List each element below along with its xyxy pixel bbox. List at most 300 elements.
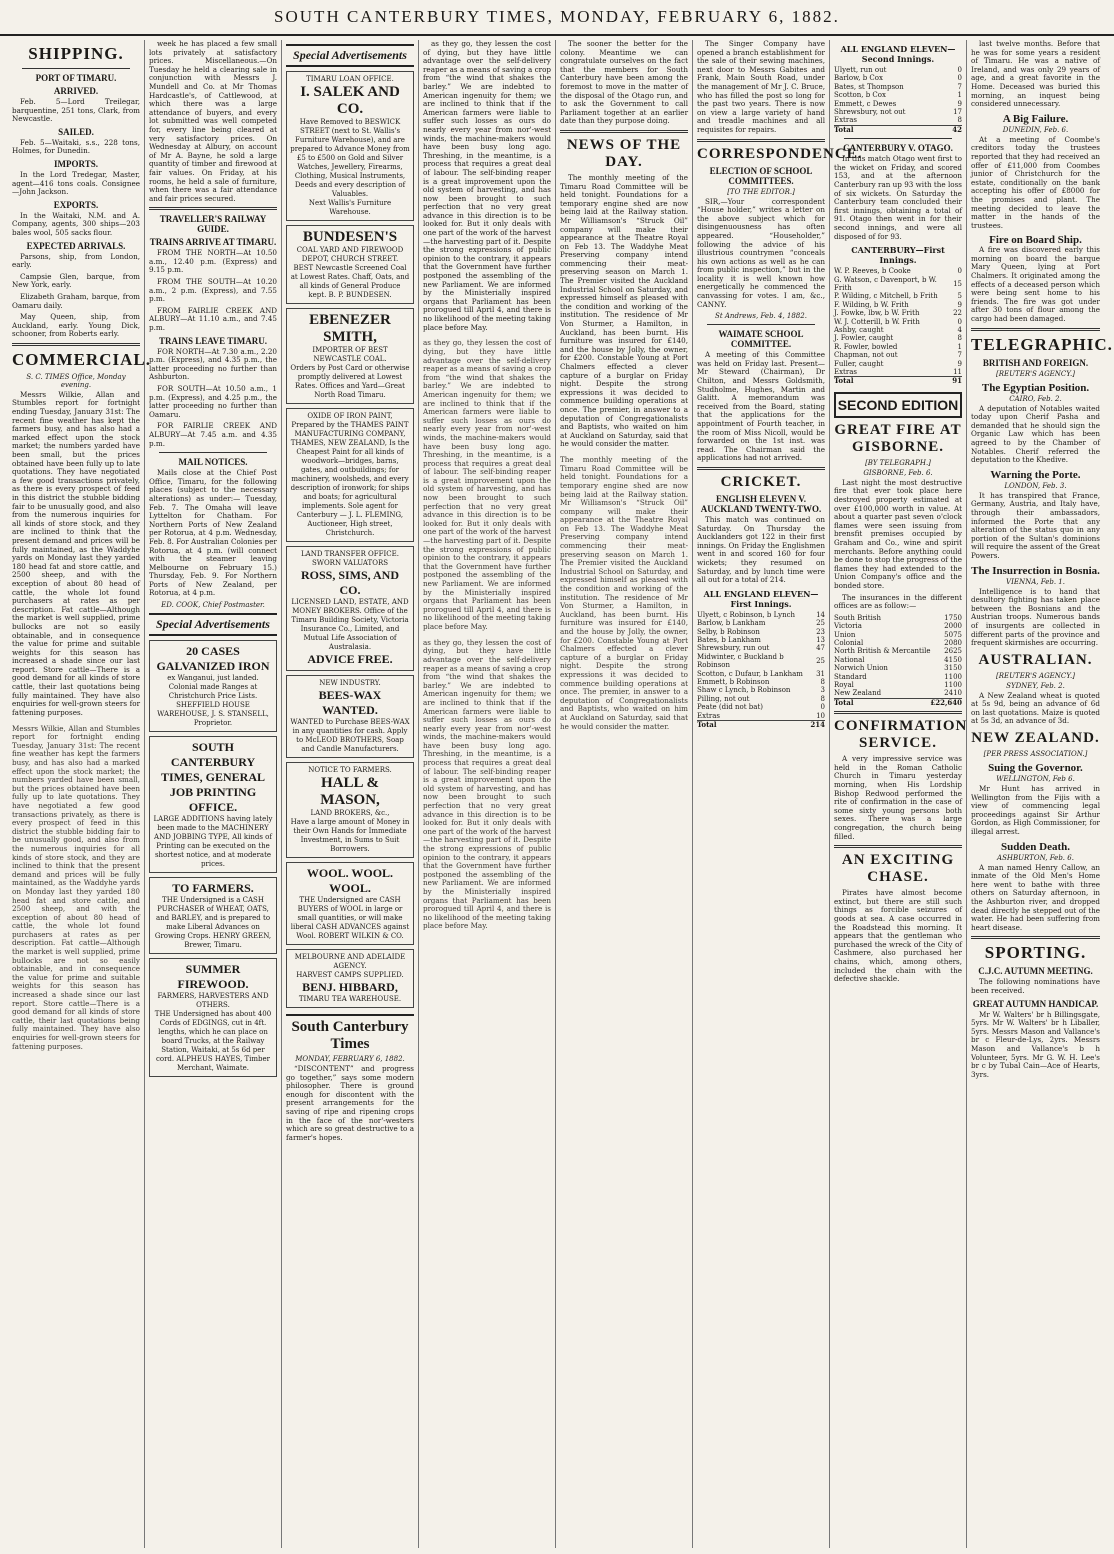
- batsman-name: Ulyett, c Robinson, b Lynch: [697, 610, 796, 619]
- column-3: [282, 40, 419, 1548]
- scorecard-row: [834, 351, 962, 359]
- batsman-name: Bates, b Lankham: [697, 635, 761, 644]
- failure-heading: A Big Failure.: [1002, 112, 1069, 125]
- insurance-row: [834, 673, 962, 681]
- imports-label: IMPORTS.: [54, 158, 98, 169]
- column-7: [830, 40, 967, 1548]
- hall-mason-subtitle: LAND BROKERS, &c.,: [310, 809, 390, 817]
- leader-ending: The sooner the better for the colony. Meantime we can congratulate ourselves on the fact that the members for South Canterbury have been among the foremost to move in the matter of the disposal of the Otago run, and to ask the Government to call Parliament together at an earlier date than they purpose doing.: [560, 39, 688, 126]
- train-entry: FROM THE SOUTH—At 10.20 a.m., 2 p.m. (Express), and 7.55 p.m.: [149, 277, 277, 304]
- insurance-office: Colonial: [834, 639, 864, 647]
- telegraphic-heading: TELEGRAPHIC.: [971, 334, 1113, 354]
- notice-farmers-label: NOTICE TO FARMERS.: [308, 766, 392, 774]
- total-label: Total: [834, 125, 944, 134]
- scorecard-row: [697, 644, 825, 652]
- batsman-name: Pilling, not out: [697, 694, 750, 703]
- press-association-label: [PER PRESS ASSOCIATION.]: [983, 750, 1088, 759]
- news-body-continued: The monthly meeting of the Timaru Road Committee will be held tonight. Foundations for a temporary engine shed are now being laid at the Railway station. Mr Williamson's “Struck Oil” company will make their appearance at the Theatre Royal on Feb 13. The Waddyhe Meat Preserving company intend commencing their meat-preserving season on March 1. The Premier visited the Auckland Industrial School on Saturday, and expressed himself as pleased with the condition and working of the institution. The residence of Mr Von Sturmer, a Hamilton, in Auckland, has been burnt. His furniture was insured for £140, and the house by Jolly, the owner, for £200. Constable Young at Port Chalmers effected a clever capture of a burglar on Friday night. Despite the strong expressions it was decided to commence building operations at once. The premier, in answer to a deputation of Congregationalists and Baptists, who waited on him at Auckland on Saturday, said that he would consider the matter.: [560, 455, 688, 731]
- batsman-runs: 8: [957, 116, 962, 125]
- hall-mason-body: Have a large amount of Money in their Own Hands for Immediate Investment, in Sums to Suit Borrowers.: [290, 818, 410, 853]
- scorecard-row: [834, 83, 962, 91]
- batsman-name: Emmett, b Robinson: [697, 677, 770, 686]
- insurance-row: [834, 622, 962, 630]
- insurance-row: [834, 639, 962, 647]
- insurance-amount: 4150: [944, 655, 962, 664]
- scorecard-row: [834, 108, 962, 116]
- bundesen-advertisement: [286, 225, 414, 304]
- batsman-name: Bates, st Thompson: [834, 82, 904, 91]
- batsman-runs: 25: [816, 619, 825, 628]
- failure-dateline: DUNEDIN, Feb. 6.: [1002, 125, 1069, 134]
- market-report: week he has placed a few small lots privately at satisfactory prices. Miscellaneous.—On Tuesday he held a clearing sale in conjunction with Messrs J. Mundell and Co. at Mr Thomas Hardcastle's, of Cattlewood, at which there was a large attendance of buyers, and every lot submitted was well competed for, every line being cleared at very satisfactory prices. On Wednesday at Albury, on account of Mr A. Bayne, he sold a large quantity of timber and firewood at fair values. On Friday, at his rooms, he held a sale of furniture, when there was a fair attendance and fair prices secured.: [149, 39, 277, 203]
- batsman-name: Extras: [697, 711, 720, 720]
- scorecard-row: [834, 326, 962, 334]
- suing-heading: Suing the Governor.: [988, 762, 1083, 775]
- beeswax-advertisement: [286, 675, 414, 758]
- batsman-runs: 1: [957, 342, 962, 351]
- batsman-runs: 7: [957, 82, 962, 91]
- ross-advertisement: [286, 546, 414, 671]
- correspondence-body: SIR,—Your correspondent “House holder,” writes a letter on the above subject which for disingenuousness has often appeared. “Householder,” following the advice of his illustrious countrymen “conceals his own actions as well as he can from public inspection,” but in the locality it is well known how energetically he commenced the canvassing for votes. I am, &c., CANNY.: [697, 196, 825, 309]
- obituary-body: last twelve months. Before that he was for some years a resident of Timaru. He was a native of Ireland, and was only 29 years of age, and a great favorite in the Home. Deceased was buried this morning, an inquest being considered unnecessary.: [971, 39, 1100, 109]
- death-dateline: ASHBURTON, Feb. 6.: [997, 853, 1074, 862]
- leader-body: as they go, they lessen the cost of dying, but they have little advantage over the self-delivery reaper as a means of saving a crop from “the wind that shakes the barley.” We are indebted to American ingenuity for them; we are inclined to think that if the American farmers were liable to suffer such losses as ours do nearly every year from nor'-west winds, the machine-makers would have been busy long ago. Threshing, in the meantime, is a process that requires a great deal of labour. The self-binding reaper is a great improvement upon the old system of harvesting, and has now been brought to such perfection that no very great advance in this direction is to be looked for. But it only deals with one part of the work of the harvest—the harvesting part of it. Despite the strong expressions of public opinion to the contrary, it appears that the Government have further postponed the assembling of the new Parliament. We are informed by the Ministerially inspired organs that Parliament has been prorogued till April 4, and there is no likelihood of the meeting taking place before May.: [423, 39, 551, 332]
- cricket-heading: CRICKET.: [720, 473, 802, 490]
- arrived-label: ARRIVED.: [53, 86, 99, 96]
- batsman-runs: 8: [957, 334, 962, 343]
- batsman-runs: 13: [816, 635, 825, 644]
- trains-arrive-heading: TRAINS ARRIVE AT TIMARU.: [149, 237, 277, 248]
- advice-free-label: ADVICE FREE.: [307, 652, 393, 666]
- australian-heading: AUSTRALIAN.: [978, 651, 1093, 668]
- british-foreign-heading: BRITISH AND FOREIGN.: [982, 357, 1089, 368]
- waimate-heading: WAIMATE SCHOOL COMMITTEE.: [718, 329, 804, 350]
- death-body: A man named Henry Callow, an inmate of the Old Men's Home here went to bathe with three others on Saturday afternoon, in the Ashburton river, and dropped dead directly he stepped out of the water. He had been suffering from heart disease.: [971, 862, 1100, 932]
- insurance-office: New Zealand: [834, 689, 882, 698]
- special-ads-banner: Special Advertisements: [149, 613, 277, 636]
- scorecard-row: [697, 653, 825, 670]
- beeswax-title: BEES-WAX WANTED.: [318, 688, 382, 717]
- insurance-office: Standard: [834, 672, 867, 681]
- batsman-name: Midwinter, c Buckland b Robinson: [697, 652, 784, 670]
- commercial-dateline: S. C. TIMES Office, Monday evening.: [26, 372, 126, 389]
- warning-dateline: LONDON, Feb. 3.: [1004, 481, 1067, 490]
- column-2: [145, 40, 282, 1548]
- bundesen-subtitle: COAL YARD AND FIREWOOD DEPOT, CHURCH STREET.: [296, 246, 404, 263]
- bosnia-heading: The Insurrection in Bosnia.: [971, 564, 1100, 577]
- insurance-row: [834, 664, 962, 672]
- port-heading: PORT OF TIMARU.: [35, 73, 117, 83]
- batsman-name: Chapman, not out: [834, 351, 898, 360]
- batsman-runs: 8: [820, 677, 825, 686]
- batsman-runs: 47: [816, 644, 825, 653]
- cjc-body: The following nominations have been received.: [971, 977, 1100, 995]
- batsman-name: Shrewsbury, run out: [697, 644, 770, 653]
- insurance-office: Victoria: [834, 622, 862, 631]
- train-entry: FROM FAIRLIE CREEK AND ALBURY—At 11.10 a.m., and 7.45 p.m.: [149, 305, 277, 333]
- scorecard-row: [834, 66, 962, 74]
- scorecard-heading: CANTERBURY—First Innings.: [851, 245, 945, 266]
- batsman-name: R. Fowler, bowled: [834, 342, 898, 351]
- column-5: [556, 40, 693, 1548]
- firewood-ad-subtitle: FARMERS, HARVESTERS AND OTHERS.: [157, 992, 269, 1010]
- batsman-runs: 4: [957, 326, 962, 335]
- scorecard-row: [834, 116, 962, 125]
- reuters-label: [REUTER'S AGENCY.]: [996, 369, 1075, 378]
- australian-reuters: [REUTER'S AGENCY.]: [996, 671, 1075, 680]
- scorecard-row: [697, 678, 825, 686]
- correspondence-heading: CORRESPONDENCE.: [697, 145, 863, 162]
- batsman-name: Extras: [834, 116, 857, 125]
- insurance-amount: 2625: [944, 647, 962, 656]
- cricket-subheading: ENGLISH ELEVEN V. AUCKLAND TWENTY-TWO.: [700, 493, 822, 514]
- batsman-name: Ashby, caught: [834, 326, 884, 335]
- batsman-name: Scotton, b Cox: [834, 91, 886, 100]
- egypt-body: A deputation of Notables waited today upon Cherif Pasha and demanded that he should sign the Organic Law which has been agreed to by the Chamber of Notables. Cherif referred the deputation to the Khedive.: [971, 403, 1100, 465]
- scorecard-table: [834, 66, 962, 134]
- batsman-runs: 11: [953, 368, 962, 377]
- sailed-label: SAILED.: [58, 126, 94, 137]
- wool-advertisement: [286, 862, 414, 945]
- insurance-amount: 1100: [944, 672, 962, 681]
- batsman-runs: 25: [816, 656, 825, 665]
- scorecard-row: [697, 703, 825, 711]
- insurance-amount: 2410: [944, 689, 962, 698]
- scorecard-row: [834, 276, 962, 293]
- paint-advertisement: [286, 408, 414, 542]
- batsman-name: F. Wilding, b W. Frith: [834, 300, 909, 309]
- leader-body-continued: as they go, they lessen the cost of dying, but they have little advantage over the self-delivery reaper as a means of saving a crop from “the wind that shakes the barley.” We are indebted to American ingenuity for them; we are inclined to think that if the American farmers were liable to suffer such losses as ours do nearly every year from nor'-west winds, the machine-makers would have been busy long ago. Threshing, in the meantime, is a process that requires a great deal of labour. The self-binding reaper is a great improvement upon the old system of harvesting, and has now been brought to such perfection that no very great advance in this direction is to be looked for. But it only deals with one part of the work of the harvest—the harvesting part of it. Despite the strong expressions of public opinion to the contrary, it appears that the Government have further postponed the assembling of the new Parliament. We are informed by the Ministerially inspired organs that Parliament has been prorogued till April 4, and there is no likelihood of the meeting taking place before May.: [423, 637, 551, 931]
- fire-body: Last night the most destructive fire that ever took place here destroyed property estimated at over £100,000 worth in value. At about a quarter past seven o'clock flames were seen issuing from brensfit premises occupied by Graham and Co., wine and spirit merchants. Before anything could be done to stop the progress of the flames they had extended to the Union Company's office and the bonded store.: [834, 477, 962, 590]
- sailed-entry: Feb. 5—Waitaki, s.s., 228 tons, Holmes, for Dunedin.: [12, 137, 140, 156]
- australian-body: A New Zealand wheat is quoted at 5s 9d, being an advance of 6d on last quotations. Maize is quoted at 5s 3d, an advance of 3d.: [971, 690, 1100, 726]
- confirmation-body: A very impressive service was held in the Roman Catholic Church in Timaru yesterday morning, when His Lordship Bishop Redwood performed the rite of confirmation in the case of some sixty young persons both sexes. There was a large congregation, the church being filled.: [834, 754, 962, 841]
- column-8: [967, 39, 1113, 1548]
- batsman-name: P. Wilding, c Mitchell, b Frith: [834, 292, 938, 301]
- batsman-runs: 15: [953, 279, 962, 288]
- train-entry: FOR SOUTH—At 10.50 a.m., 1 p.m. (Express), and 4.25 p.m., the latter proceeding no further than Oamaru.: [149, 384, 277, 419]
- batsman-name: W. P. Reeves, b Cooke: [834, 267, 911, 276]
- batsman-runs: 10: [816, 711, 825, 720]
- ebenezer-subtitle: IMPORTER OF BEST NEWCASTLE COAL.: [312, 346, 388, 363]
- total-value: 214: [807, 721, 825, 730]
- batsman-name: Shrewsbury, not out: [834, 108, 906, 117]
- scorecard-total-row: [834, 125, 962, 134]
- commercial-body-continued: Messrs Wilkie, Allan and Stumbles report for fortnight ending Tuesday, January 31st: The recent fine weather has kept the farmers busy, and has also had a marked effect upon the stock market; the numbers yarded have been small, but the prices obtained have been fully up to late quotations. They have negotiated a few good transactions privately, as there is every prospect of feed in this district the stubble bidding fair to be unusually good, and also from the numerous inquiries for all kinds of store stock, and they are inclined to think that the present demand and prices will be fully maintained, as the Waddyhe yards on Monday last they yarded 180 head fat and store cattle, and 2500 sheep, and with the exception of about 80 head of cattle, the whole lot found purchasers at rates as per description. Fat cattle—Although the market is well supplied, prime bullocks are not so easily obtainable, and in consequence the value for prime and suitable weights for this season has increased a shade since our last report. Store cattle—There is a good demand for all kinds of store cattle, their last quotations being fully maintained. They have also enquiries for well-grown steers for fattening purposes.: [12, 723, 140, 1051]
- ebenezer-title: EBENEZER SMITH,: [309, 312, 391, 345]
- farmers-ad-title: TO FARMERS.: [172, 881, 254, 896]
- scorecard-row: [697, 628, 825, 636]
- insurance-office: North British & Mercantile: [834, 647, 931, 656]
- hall-mason-advertisement: [286, 762, 414, 858]
- bundesen-body: BEST Newcastle Screened Coal at Lowest Rates. Chaff, Oats, and all kinds of General Produce kept. B. P. BUNDESEN.: [290, 264, 410, 299]
- warning-body: It has transpired that France, Germany, Austria, and Italy have, through their ambassadors, informed the Porte that any alteration of the status quo in any portion of the Sultan's dominions will require the assent of the Great Powers.: [971, 490, 1100, 560]
- bosnia-body: Intelligence is to hand that desultory fighting has taken place between the Bosnians and the Austrian troops. Numerous bands of insurgents are collected in different parts of the province and frequent skirmishes are occurring.: [971, 586, 1100, 648]
- batsman-runs: 7: [957, 351, 962, 360]
- insurance-list: [834, 614, 962, 698]
- leader-opening: “DISCONTENT” and progress go together,” says some modern philosopher. There is ground enough for discontent with the present arrangements for the saving of ripe and ripening crops in the face of the nor'-westers which are so great destructive to a farmer's hopes.: [286, 1064, 414, 1142]
- scorecard-row: [834, 318, 962, 326]
- batsman-name: Extras: [834, 368, 857, 377]
- scorecard-row: [834, 292, 962, 300]
- australian-dateline: SYDNEY, Feb. 2.: [1006, 681, 1065, 690]
- insurance-total-row: [834, 698, 962, 707]
- scorecard-row: [834, 91, 962, 99]
- batsman-name: W. J. Cotterill, b W. Frith: [834, 317, 920, 326]
- total-value: 91: [944, 377, 962, 386]
- paper-title: South Canterbury Times: [286, 1014, 414, 1053]
- mail-notices-heading: MAIL NOTICES.: [178, 457, 248, 468]
- insurance-amount: 5075: [944, 630, 962, 639]
- paint-body: OXIDE OF IRON PAINT, Prepared by the THAMES PAINT MANUFACTURING COMPANY, THAMES, NEW ZEALAND, Is the Cheapest Paint for all kinds of woodwork—bridges, barns, gates, and outbuildings; for machinery, woolsheds, and every description of ironwork; for ships and boats; for agricultural implements. Sole agent for Canterbury — J. L. FLEMING, Auctioneer, High street, Christchurch.: [290, 412, 410, 537]
- warning-heading: Warning the Porte.: [990, 468, 1081, 481]
- expected-entry: Parsons, ship, from London, early.: [12, 251, 140, 270]
- batsman-runs: 0: [957, 66, 962, 74]
- hibbard-title: BENJ. HIBBARD,: [302, 980, 398, 994]
- job-printing-advertisement: [149, 736, 277, 873]
- trains-leave-heading: TRAINS LEAVE TIMARU.: [159, 335, 267, 346]
- hall-mason-title: HALL & MASON,: [320, 775, 380, 808]
- train-entry: FOR FAIRLIE CREEK AND ALBURY—At 7.45 a.m. and 4.35 p.m.: [149, 421, 277, 448]
- batsman-runs: 1: [957, 91, 962, 100]
- ship-fire-heading: Fire on Board Ship.: [989, 234, 1082, 247]
- insurance-office: National: [834, 655, 865, 664]
- batsman-runs: 17: [953, 108, 962, 117]
- iron-advertisement: [149, 640, 277, 732]
- scorecard-row: [697, 611, 825, 619]
- farmers-advertisement: [149, 877, 277, 954]
- insurance-row: [834, 656, 962, 664]
- expected-entry: May Queen, ship, from Auckland, early. Young Dick, schooner, from Roberts early.: [12, 312, 140, 339]
- iron-ad-title: 20 CASES GALVANIZED IRON: [156, 644, 270, 674]
- insurance-row: [834, 614, 962, 622]
- exports-entry: In the Waitaki, N.M. and A. Company, agents, 300 ships—203 bales wool, 505 sacks flour.: [12, 210, 140, 237]
- failure-body: At a meeting of Coombe's creditors today the trustees reported that they had received an offer of £11,000 from Coombes junior of Christchurch for the estate, conditionally on the bank accepting his offer of £8000 for the promises and plant. The meeting decided to leave the matter in the hands of the trustees.: [971, 134, 1100, 230]
- scorecard-row: [834, 334, 962, 342]
- news-heading: NEWS OF THE DAY.: [566, 136, 682, 170]
- salek-body: Have Removed to BESWICK STREET (next to St. Wallis's Furniture Warehouse), and are prepared to Advance Money from £5 to £500 on Gold and Silver Watches, Jewellery, Firearms, Clothing, Musical Instruments, Deeds and every description of Valuables.: [290, 118, 410, 198]
- insurance-amount: 2080: [944, 639, 962, 647]
- leader-body-continued: as they go, they lessen the cost of dying, but they have little advantage over the self-delivery reaper as a means of saving a crop from “the wind that shakes the barley.” We are indebted to American ingenuity for them; we are inclined to think that if the American farmers were liable to suffer such losses as ours do nearly every year from nor'-west winds, the machine-makers would have been busy long ago. Threshing, in the meantime, is a process that requires a great deal of labour. The self-binding reaper is a great improvement upon the old system of harvesting, and has now been brought to such perfection that no very great advance in this direction is to be looked for. But it only deals with one part of the work of the harvest—the harvesting part of it. Despite the strong expressions of public opinion to the contrary, it appears that the Government have further postponed the assembling of the new Parliament. We are informed by the Ministerially inspired organs that Parliament has been prorogued till April 4, and there is no likelihood of the meeting taking place before May.: [423, 338, 551, 631]
- insurance-amount: 1100: [944, 681, 962, 690]
- train-entry: FOR NORTH—At 7.30 a.m., 2.20 p.m. (Express), and 4.35 p.m., the latter proceeding no further than Ashburton.: [149, 346, 277, 382]
- ross-body: LICENSED LAND, ESTATE, AND MONEY BROKERS. Office of the Timaru Building Society, Victoria Insurance Co., Limited, and Mutual Life Association of Australasia.: [291, 598, 409, 651]
- insurance-office: Royal: [834, 681, 854, 690]
- job-ad-body: LARGE ADDITIONS having lately been made to the MACHINERY AND JOBBING TYPE, All kinds of Printing can be executed on the shortest notice, and at moderate prices.: [153, 815, 273, 869]
- insurance-total-label: Total: [834, 697, 854, 707]
- second-edition-banner: SECOND EDITION: [834, 392, 962, 418]
- hibbard-advertisement: [286, 949, 414, 1008]
- masthead-title: SOUTH CANTERBURY TIMES, MONDAY, FEBRUARY 6, 1882.: [274, 7, 840, 26]
- beeswax-body: WANTED to Purchase BEES-WAX in any quantities for cash. Apply to McLEOD BROTHERS, Soap and Candle Manufacturers.: [290, 718, 410, 753]
- salek-advertisement: [286, 71, 414, 221]
- scorecard-row: [834, 100, 962, 108]
- sporting-heading: SPORTING.: [984, 943, 1087, 963]
- scorecard-row: [697, 636, 825, 644]
- train-entry: FROM THE NORTH—At 10.50 a.m., 12.40 p.m. (Express) and 9.15 p.m.: [149, 248, 277, 275]
- batsman-name: Shaw c Lynch, b Robinson: [697, 686, 791, 695]
- arrived-entry: Feb. 5—Lord Treilegar, barquentine, 251 tons, Clark, from Newcastle.: [12, 97, 140, 124]
- insurance-office: Norwich Union: [834, 664, 888, 673]
- firewood-ad-body: THE Undersigned has about 400 Cords of EDGINGS, cut in 4ft. lengths, which he can place on board Trucks, at the Railway Station, Waitaki, at 5s 6d per cord. ALPHEUS HAYES, Timber Merchant, Waimate.: [154, 1010, 272, 1073]
- total-value: 42: [944, 125, 962, 134]
- scorecard-table: [834, 267, 962, 386]
- newspaper-columns: [8, 39, 1113, 1548]
- batsman-runs: 3: [820, 686, 825, 695]
- insurance-amount: 3150: [944, 664, 962, 673]
- column-1: [8, 40, 151, 1548]
- scorecard-total-row: [834, 377, 962, 386]
- scorecard-heading: ALL ENGLAND ELEVEN—First Innings.: [703, 588, 819, 609]
- insurance-row: [834, 681, 962, 689]
- singer-notice: The Singer Company have opened a branch establishment for the sale of their sewing machines, next door to Messrs Gabites and Frank, Main South Road, under the management of Mr J. C. Bruce, who has filled the post so long for the past two years. There is now on view a large variety of hand and treadle machines and all requisites for repairs.: [697, 39, 825, 134]
- column-4: [419, 40, 556, 1548]
- scorecard-row: [834, 309, 962, 317]
- job-ad-title: SOUTH CANTERBURY TIMES, GENERAL JOB PRINTING OFFICE.: [160, 740, 266, 815]
- postmaster-signature: ED. COOK, Chief Postmaster.: [161, 601, 265, 610]
- batsman-name: Ulyett, run out: [834, 66, 887, 74]
- expected-entry: Campsie Glen, barque, from New York, early.: [12, 271, 140, 290]
- chase-heading: AN EXCITING CHASE.: [841, 852, 955, 886]
- batsman-name: Scotton, c Dufaur, b Lankham: [697, 669, 803, 678]
- suing-dateline: WELLINGTON, Feb 6.: [996, 775, 1075, 784]
- batsman-name: J. Fowler, caught: [834, 334, 894, 343]
- batsman-name: J. Fowke, lbw, b W. Frith: [834, 309, 920, 318]
- batsman-runs: 0: [820, 703, 825, 712]
- paper-date: MONDAY, FEBRUARY 6, 1882.: [295, 1055, 405, 1063]
- scorecard-row: [697, 686, 825, 694]
- bosnia-dateline: VIENNA, Feb. 1.: [1006, 577, 1065, 586]
- salek-footer: Next Wallis's Furniture Warehouse.: [308, 199, 392, 216]
- wool-body: THE Undersigned are CASH BUYERS of WOOL in large or small quantities, or will make liberal CASH ADVANCES against Wool. ROBERT WILKIN & CO.: [290, 896, 410, 940]
- melbourne-agency-label: MELBOURNE AND ADELAIDE AGENCY.: [294, 953, 406, 970]
- handicap-heading: GREAT AUTUMN HANDICAP.: [972, 998, 1099, 1009]
- confirmation-heading: CONFIRMATION SERVICE.: [834, 718, 968, 752]
- scorecard-row: [697, 619, 825, 627]
- suing-body: Mr Hunt has arrived in Wellington from the Fijis with a view of commencing legal proceedings against Sir Arthur Gordon, as High Commissioner, for illegal arrest.: [971, 784, 1100, 837]
- scorecard-table: [697, 611, 825, 730]
- mail-notices-body: Mails close at the Chief Post Office, Timaru, for the following places (subject to the necessary alterations) as under:— Tuesday, Feb. 7. The Omaha will leave Lyttelton for Chatham. For Northern Ports of New Zealand per Rotorua, at 4 p.m. Wednesday, Feb. 8. For Australian Colonies per Rotorua, at 4 p.m. (will connect with the steamer leaving Melbourne on February 15.) Thursday, Feb. 9. For Northern Ports of New Zealand, per Rotorua, at 4 p.m.: [149, 468, 277, 598]
- ebenezer-body: Orders by Post Card or otherwise promptly delivered at Lowest Rates. Offices and Yard—Great North Road Timaru.: [290, 364, 410, 399]
- expected-entry: Elizabeth Graham, barque, from Oamaru daily.: [12, 291, 140, 310]
- insurance-amount: 1750: [944, 613, 962, 622]
- insurance-row: [834, 689, 962, 697]
- batsman-name: Fuller, caught: [834, 359, 884, 368]
- salek-title: I. SALEK AND CO.: [300, 84, 400, 117]
- batsman-runs: 14: [816, 610, 825, 619]
- insurance-row: [834, 631, 962, 639]
- cricket-body: This match was continued on Saturday. On Thursday the Aucklanders got 122 in their first innings. On Friday the Englishmen went in and scored 160 for four wickets; they resumed on Saturday, and by lunch time were all out for a total of 214.: [697, 514, 825, 585]
- news-body: The monthly meeting of the Timaru Road Committee will be held tonight. Foundations for a temporary engine shed are now being laid at the Railway station. Mr Williamson's “Struck Oil” company will make their appearance at the Theatre Royal on Feb 13. The Waddyhe Meat Preserving company intend commencing their meat-preserving season on March 1. The Premier visited the Auckland Industrial School on Saturday, and expressed himself as pleased with the condition and working of the institution. The residence of Mr Von Sturmer, a Hamilton, in Auckland, has been burnt. His furniture was insured for £140, and the house by Jolly, the owner, for £200. Constable Young at Port Chalmers effected a clever capture of a burglar on Friday night. Despite the strong expressions it was decided to commence building operations at once. The premier, in answer to a deputation of Congregationalists and Baptists, who waited on him at Auckland on Saturday, said that he would consider the matter.: [560, 172, 688, 449]
- waimate-body: A meeting of this Committee was held on Friday last. Present—Mr Steward (Chairman), Dr Chilton, and Messrs Goldsmith, Studholme, Hughes, Martin and Galitt. A memorandum was received from the Board, stating that the applications for the appointment of Fourth teacher, in the room of Miss Nicoll, would be forwarded on the 1st inst. was read. The Chairman said the applications had not arrived.: [697, 350, 825, 463]
- scorecard-row: [834, 267, 962, 275]
- wool-title: WOOL. WOOL. WOOL.: [306, 866, 394, 895]
- scorecard-row: [834, 301, 962, 309]
- batsman-runs: 23: [816, 627, 825, 636]
- otago-match-body: In this match Otago went first to the wicket on Friday, and scored 153, and at the afternoon Canterbury ran up 93 with the loss of six wickets. On Saturday the Canterbury team concluded their first innings, obtaining a total of 91. Otago then went in for their second innings, and were all disposed of for 93.: [834, 154, 962, 241]
- harvest-camps-label: HARVEST CAMPS SUPPLIED.: [296, 971, 404, 979]
- imports-entry: In the Lord Tredegar, Master, agent—416 tons coals. Consignee—John Jackson.: [12, 169, 140, 197]
- ross-title: ROSS, SIMS, AND CO.: [300, 568, 400, 597]
- special-ads-banner: Special Advertisements: [286, 44, 414, 67]
- batsman-name: Barlow, b Cox: [834, 74, 883, 83]
- fire-heading: GREAT FIRE AT GISBORNE.: [834, 421, 962, 455]
- batsman-name: Emmett, c Dewes: [834, 99, 897, 108]
- ebenezer-advertisement: [286, 308, 414, 404]
- batsman-name: Peate (did not bat): [697, 703, 764, 712]
- otago-match-heading: CANTERBURY V. OTAGO.: [843, 143, 953, 154]
- batsman-name: Barlow, b Lankham: [697, 619, 766, 628]
- batsman-runs: 0: [957, 74, 962, 83]
- scorecard-row: [834, 74, 962, 82]
- chase-body: Pirates have almost become extinct, but there are still such things as forcible seizures of goods at sea. A case occurred in the Roadstead this morning. It appears that the gentleman who purchased the wreck of the City of Cashmere, also purchased her chains, which, among others, included the chain with the defective shackle.: [834, 888, 962, 984]
- correspondence-subheading: ELECTION OF SCHOOL COMMITTEES.: [709, 165, 813, 186]
- insurance-amount: 2000: [944, 622, 962, 631]
- shipping-heading: SHIPPING.: [28, 44, 124, 63]
- railway-guide-heading: TRAVELLER'S RAILWAY GUIDE.: [159, 214, 267, 235]
- scorecard-row: [834, 343, 962, 351]
- egypt-dateline: CAIRO, Feb. 2.: [1009, 394, 1062, 403]
- commercial-heading: COMMERCIAL.: [12, 349, 151, 369]
- farmers-ad-body: THE Undersigned is a CASH PURCHASER of WHEAT, OATS, and BARLEY, and is prepared to make Liberal Advances on Growing Crops. HENRY GREEN, Brewer, Timaru.: [154, 896, 272, 950]
- batsman-name: G. Watson, c Davenport, b W. Frith: [834, 275, 937, 292]
- valuators-label: SWORN VALUATORS: [311, 559, 389, 567]
- firewood-ad-title: SUMMER FIREWOOD.: [177, 962, 249, 992]
- egypt-heading: The Egyptian Position.: [981, 381, 1090, 394]
- commercial-body: Messrs Wilkie, Allan and Stumbles report for fortnight ending Tuesday, January 31st: The recent fine weather has kept the farmers busy, and has also had a marked effect upon the stock market; the numbers yarded have been small, but the prices obtained have been fully up to late quotations. They have negotiated a few good transactions privately, as there is every prospect of feed in this district the stubble bidding fair to be unusually good, and also from the numerous inquiries for all kinds of store stock, and they are inclined to think that the present demand and prices will be fully maintained, as the Waddyhe yards on Monday last they yarded 180 head fat and store cattle, and 2500 sheep, and with the exception of about 80 head of cattle, the whole lot found purchasers at rates as per description. Fat cattle—Although the market is well supplied, prime bullocks are not so easily obtainable, and in consequence the value for prime and suitable weights for this season has increased a shade since our last report. Store cattle—There is a good demand for all kinds of store cattle, their last quotations being fully maintained. They have also enquiries for well-grown steers for fattening purposes.: [12, 389, 140, 717]
- batsman-name: Selby, b Robinson: [697, 627, 760, 636]
- scorecard-heading: ALL ENGLAND ELEVEN—Second Innings.: [840, 44, 956, 64]
- new-industry-label: NEW INDUSTRY.: [319, 679, 381, 687]
- correspondence-to-editor: [TO THE EDITOR.]: [727, 187, 795, 196]
- insurance-office: Union: [834, 630, 856, 639]
- masthead: [0, 0, 1114, 36]
- fire-dateline: GISBORNE, Feb. 6.: [863, 468, 933, 477]
- death-heading: Sudden Death.: [1000, 840, 1071, 853]
- bundesen-title: BUNDESEN'S: [302, 229, 398, 245]
- total-label: Total: [697, 721, 807, 730]
- insurance-row: [834, 647, 962, 655]
- fire-byline: [BY TELEGRAPH.]: [865, 458, 931, 467]
- hibbard-subtitle: TIMARU TEA WAREHOUSE.: [298, 995, 402, 1003]
- iron-ad-body: ex Wanganui, just landed. Colonial made Ranges at Christchurch Price Lists. SHEFFIELD HOUSE WAREHOUSE, J. S. STANSELL, Proprietor.: [157, 674, 269, 728]
- firewood-advertisement: [149, 958, 277, 1077]
- new-zealand-heading: NEW ZEALAND.: [971, 730, 1100, 747]
- batsman-runs: 9: [957, 99, 962, 108]
- expected-label: EXPECTED ARRIVALS.: [26, 240, 126, 251]
- batsman-runs: 22: [953, 309, 962, 318]
- loan-office-label: TIMARU LOAN OFFICE.: [306, 75, 394, 83]
- batsman-runs: 31: [816, 669, 825, 678]
- cjc-heading: C.J.C. AUTUMN MEETING.: [978, 966, 1093, 977]
- batsman-runs: 9: [957, 300, 962, 309]
- scorecard-row: [697, 670, 825, 678]
- batsman-runs: 5: [957, 292, 962, 301]
- correspondence-date: St Andrews, Feb. 4, 1882.: [715, 312, 807, 321]
- land-transfer-label: LAND TRANSFER OFFICE.: [301, 550, 399, 558]
- batsman-runs: 8: [820, 694, 825, 703]
- batsman-runs: 0: [957, 317, 962, 326]
- insurance-total-value: £22,640: [930, 697, 962, 707]
- scorecard-total-row: [697, 721, 825, 730]
- insurance-office: South British: [834, 613, 881, 622]
- handicap-body: Mr W. Walters' br h Billingsgate, 5yrs. Mr W. Walters' br h Liballer, 5yrs. Messrs Mason and Vallance's br c Fleur-de-Lys, 2yrs. Messrs Mason and Vallance's b h Volunteer, 5yrs. Mr G. W. H. Lee's br c by Tubal Cain—Ace of Hearts, 3yrs.: [971, 1009, 1100, 1079]
- exports-label: EXPORTS.: [53, 199, 99, 210]
- insurance-intro: The insurances in the different offices are as follow:—: [834, 592, 962, 611]
- batsman-runs: 9: [957, 359, 962, 368]
- total-label: Total: [834, 377, 944, 386]
- ship-fire-body: A fire was discovered early this morning on board the barque Mary Queen, lying at Port Chalmers. It originated among the effects of a deceased person which were being sent home to his friends. The fire was got under after 30 tons of flour among the cargo had been damaged.: [971, 245, 1100, 324]
